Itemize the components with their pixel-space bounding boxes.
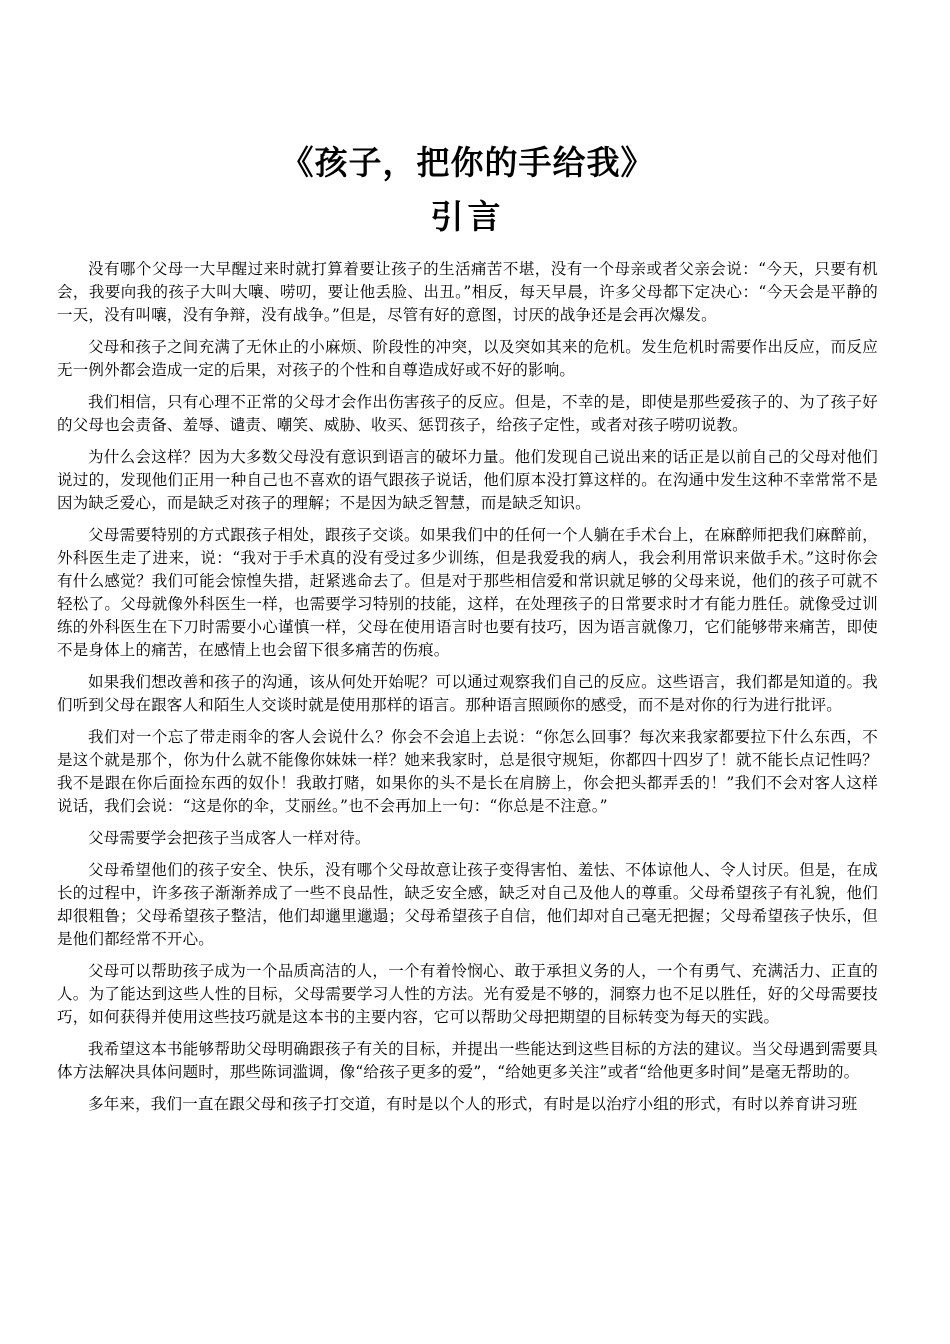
- paragraph: 如果我们想改善和孩子的沟通，该从何处开始呢？可以通过观察我们自己的反应。这些语言，我们都是知道的。我们听到父母在跟客人和陌生人交谈时就是使用那样的语言。那种语言照顾你的感受，而不是对你的行为进行批评。: [57, 673, 878, 714]
- paragraph: 父母和孩子之间充满了无休止的小麻烦、阶段性的冲突，以及突如其来的危机。发生危机时需要作出反应，而反应无一例外都会造成一定的后果，对孩子的个性和自尊造成好或不好的影响。: [57, 338, 878, 379]
- body-text: [57, 258, 878, 1116]
- paragraph: 父母需要学会把孩子当成客人一样对待。: [88, 829, 371, 847]
- paragraph: 多年来，我们一直在跟父母和孩子打交道，有时是以个人的形式，有时是以治疗小组的形式，有时以养育讲习班: [88, 1095, 858, 1113]
- paragraph: 我希望这本书能够帮助父母明确跟孩子有关的目标，并提出一些能达到这些目标的方法的建议。当父母遇到需要具体方法解决具体问题时，那些陈词滥调，像“给孩子更多的爱”，“给她更多关注”或者“给他更多时间”是毫无帮助的。: [57, 1040, 878, 1081]
- chapter-title: 引言: [430, 197, 505, 236]
- paragraph: 我们相信，只有心理不正常的父母才会作出伤害孩子的反应。但是，不幸的是，即使是那些爱孩子的、为了孩子好的父母也会责备、羞辱、谴责、嘲笑、威胁、收买、惩罚孩子，给孩子定性，或者对孩子唠叨说教。: [57, 393, 878, 434]
- paragraph: 为什么会这样？因为大多数父母没有意识到语言的破坏力量。他们发现自己说出来的话正是以前自己的父母对他们说过的，发现他们正用一种自己也不喜欢的语气跟孩子说话，他们原本没打算这样的。在沟通中发生这种不幸常常不是因为缺乏爱心，而是缺乏对孩子的理解；不是因为缺乏智慧，而是缺乏知识。: [57, 448, 878, 512]
- paragraph: 父母希望他们的孩子安全、快乐，没有哪个父母故意让孩子变得害怕、羞怯、不体谅他人、令人讨厌。但是，在成长的过程中，许多孩子渐渐养成了一些不良品性，缺乏安全感，缺乏对自己及他人的尊重。父母希望孩子有礼貌，他们却很粗鲁；父母希望孩子整洁，他们却邋里邋遢；父母希望孩子自信，他们却对自己毫无把握；父母希望孩子快乐，但是他们都经常不开心。: [57, 861, 878, 948]
- paragraph: 没有哪个父母一大早醒过来时就打算着要让孩子的生活痛苦不堪，没有一个母亲或者父亲会说：“今天，只要有机会，我要向我的孩子大叫大嚷、唠叨，要让他丢脸、出丑。”相反，每天早晨，许多父母都下定决心：“今天会是平静的一天，没有叫嚷，没有争辩，没有战争。”但是，尽管有好的意图，讨厌的战争还是会再次爆发。: [57, 260, 878, 324]
- book-title: 《孩子，把你的手给我》: [280, 143, 655, 182]
- paragraph: 父母可以帮助孩子成为一个品质高洁的人，一个有着怜悯心、敢于承担义务的人，一个有勇气、充满活力、正直的人。为了能达到这些人性的目标，父母需要学习人性的方法。光有爱是不够的，洞察力也不足以胜任，好的父母需要技巧，如何获得并使用这些技巧就是这本书的主要内容，它可以帮助父母把期望的目标转变为每天的实践。: [57, 962, 878, 1026]
- paragraph: 我们对一个忘了带走雨伞的客人会说什么？你会不会追上去说：“你怎么回事？每次来我家都要拉下什么东西，不是这个就是那个，你为什么就不能像你妹妹一样？她来我家时，总是很守规矩，你都四十四岁了！就不能长点记性吗？我不是跟在你后面捡东西的奴仆！我敢打赌，如果你的头不是长在肩膀上，你会把头都弄丢的！”我们不会对客人这样说话，我们会说：“这是你的伞，艾丽丝。”也不会再加上一句：“你总是不注意。”: [57, 728, 878, 815]
- paragraph: 父母需要特别的方式跟孩子相处，跟孩子交谈。如果我们中的任何一个人躺在手术台上，在麻醉师把我们麻醉前，外科医生走了进来，说：“我对于手术真的没有受过多少训练，但是我爱我的病人，我会利用常识来做手术。”这时你会有什么感觉？我们可能会惊惶失措，赶紧逃命去了。但是对于那些相信爱和常识就足够的父母来说，他们的孩子可就不轻松了。父母就像外科医生一样，也需要学习特别的技能，这样，在处理孩子的日常要求时才有能力胜任。就像受过训练的外科医生在下刀时需要小心谨慎一样，父母在使用语言时也要有技巧，因为语言就像刀，它们能够带来痛苦，即使不是身体上的痛苦，在感情上也会留下很多痛苦的伤痕。: [57, 526, 878, 659]
